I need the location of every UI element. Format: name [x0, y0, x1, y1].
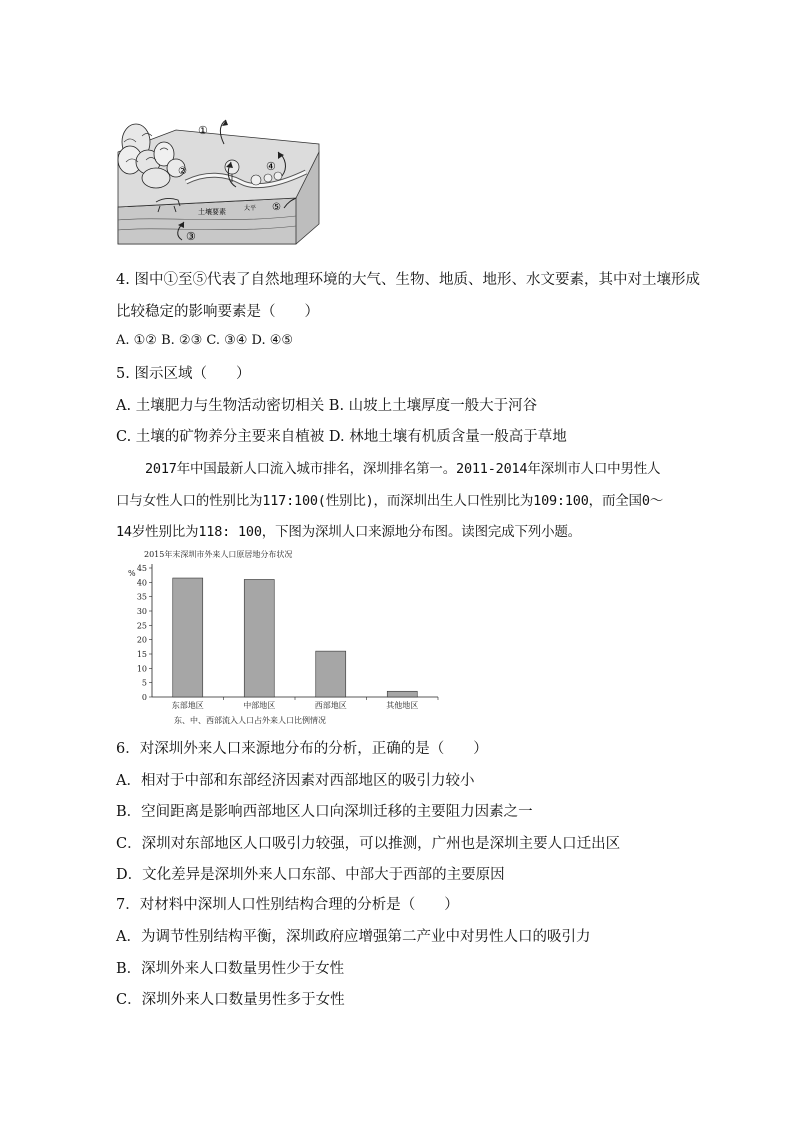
q5-options-row1: A. 土壤肥力与生物活动密切相关 B. 山坡上土壤厚度一般大于河谷: [116, 398, 538, 414]
q4-stem-line1: 4. 图中①至⑤代表了自然地理环境的大气、生物、地质、地形、水文要素，其中对土壤形成: [116, 272, 700, 288]
q5-stem: 5. 图示区域（ ）: [116, 366, 251, 382]
y-tick-label: 5: [141, 678, 147, 688]
y-tick-label: 35: [136, 592, 147, 602]
population-origin-chart: [116, 548, 446, 728]
x-axis-caption: 东、中、西部流入人口占外来人口比例情况: [174, 716, 326, 725]
marker-2: ②: [178, 166, 187, 177]
y-tick-label: 30: [136, 607, 147, 616]
q6-option-d: D．文化差异是深圳外来人口东部、中部大于西部的主要原因: [116, 867, 505, 883]
bar: [244, 579, 274, 697]
bars: [173, 578, 418, 697]
y-ticks: [137, 564, 152, 702]
material-line3: 14岁性别比为118: 100，下图为深圳人口来源地分布图。读图完成下列小题。: [116, 524, 581, 540]
q7-option-a: A．为调节性别结构平衡，深圳政府应增强第二产业中对男性人口的吸引力: [116, 929, 591, 945]
chart-title: 2015年末深圳市外来人口原居地分布状况: [144, 550, 293, 559]
y-tick-label: 0: [141, 693, 147, 702]
marker-5: ⑤: [272, 202, 281, 213]
q7-option-b: B．深圳外来人口数量男性少于女性: [116, 961, 345, 977]
y-tick-label: 20: [136, 635, 147, 645]
y-axis-label: %: [128, 569, 136, 578]
x-tick-label: 中部地区: [243, 701, 276, 710]
bar: [387, 691, 417, 697]
q6-option-c: C．深圳对东部地区人口吸引力较强，可以推测，广州也是深圳主要人口迁出区: [116, 836, 621, 852]
q4-options: A. ①② B. ②③ C. ③④ D. ④⑤: [116, 333, 294, 348]
x-labels: [172, 697, 438, 710]
q4-stem-line2: 比较稳定的影响要素是（ ）: [116, 304, 319, 320]
landscape-diagram: [116, 112, 320, 245]
side-label: 大平: [244, 205, 257, 212]
material-line1: 2017年中国最新人口流入城市排名，深圳排名第一。2011-2014年深圳市人口中男性人: [145, 461, 661, 477]
q7-option-c: C．深圳外来人口数量男性多于女性: [116, 992, 345, 1008]
marker-1: ①: [198, 124, 208, 137]
y-tick-label: 10: [136, 664, 147, 674]
x-tick-label: 其他地区: [386, 701, 419, 710]
bar: [173, 578, 203, 697]
q6-option-a: A．相对于中部和东部经济因素对西部地区的吸引力较小: [116, 773, 475, 789]
q6-option-b: B．空间距离是影响西部地区人口向深圳迁移的主要阻力因素之一: [116, 804, 533, 820]
y-tick-label: 45: [136, 564, 147, 573]
y-tick-label: 40: [136, 578, 147, 588]
q6-stem: 6．对深圳外来人口来源地分布的分析，正确的是（ ）: [116, 741, 488, 757]
material-line2: 口与女性人口的性别比为117:100(性别比)，而深圳出生人口性别比为109:100，而全国0～: [116, 493, 664, 509]
soil-label: 土壤要素: [198, 208, 226, 216]
x-tick-label: 东部地区: [171, 701, 204, 710]
x-tick-label: 西部地区: [314, 701, 347, 710]
marker-4: ④: [266, 160, 276, 173]
y-tick-label: 25: [136, 621, 147, 631]
bar: [316, 651, 346, 697]
y-tick-label: 15: [136, 650, 147, 659]
marker-3: ③: [186, 230, 196, 243]
q5-options-row2: C. 土壤的矿物养分主要来自植被 D. 林地土壤有机质含量一般高于草地: [116, 429, 567, 445]
q7-stem: 7．对材料中深圳人口性别结构合理的分析是（ ）: [116, 897, 459, 913]
